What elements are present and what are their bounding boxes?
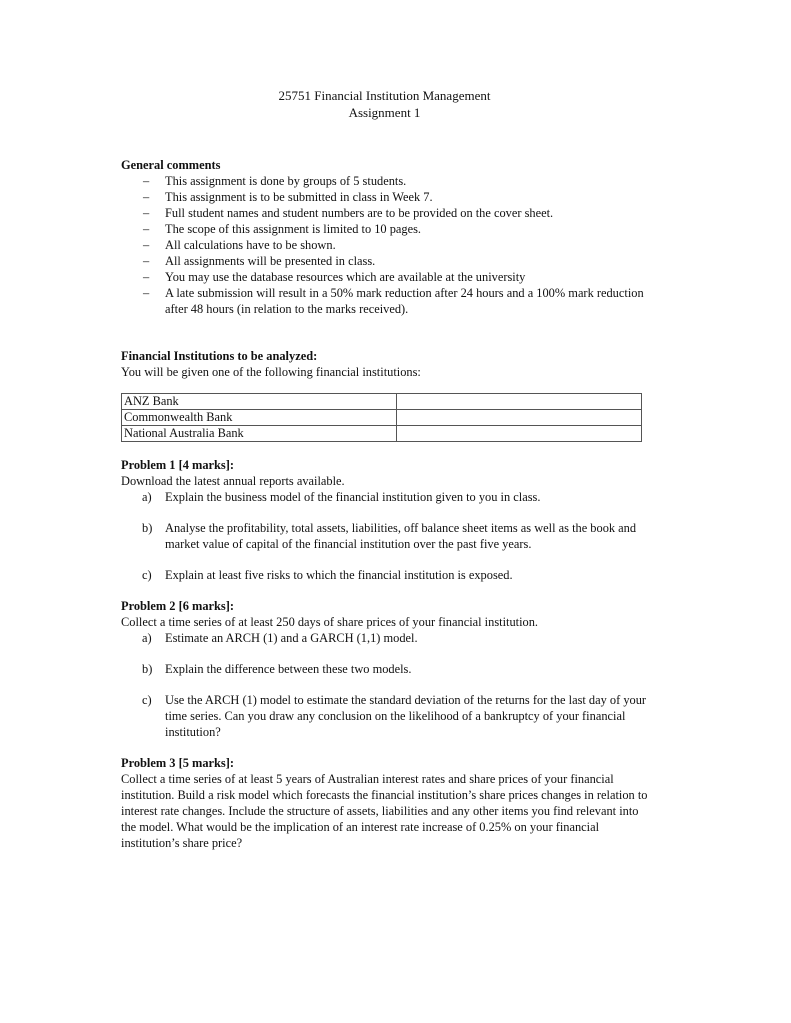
list-item bbox=[121, 567, 651, 583]
item-text: Estimate an ARCH (1) and a GARCH (1,1) model. bbox=[165, 631, 418, 645]
list-item: – The scope of this assignment is limited to 10 pages. bbox=[121, 221, 651, 237]
list-item bbox=[121, 520, 651, 552]
list-item bbox=[121, 661, 651, 677]
list-item: – This assignment is to be submitted in class in Week 7. bbox=[121, 189, 651, 205]
item-label: b) bbox=[142, 521, 153, 535]
problem-3-body: Collect a time series of at least 5 years of Australian interest rates and share prices of your financial institution. Build a risk model which forecasts the financial institution’s share prices changes in relation to interest rate changes. Include the structure of assets, liabilities and any other items you find relevant into the model. What would be the implication of an interest rate increase of 0.25% on your financial institution’s share price? bbox=[121, 772, 648, 850]
item-label: a) bbox=[142, 490, 152, 504]
table-row bbox=[122, 394, 642, 410]
problem-3-section bbox=[121, 755, 651, 851]
problem-3-heading: Problem 3 [5 marks]: bbox=[121, 756, 234, 770]
item-text: Explain the business model of the financial institution given to you in class. bbox=[165, 490, 541, 504]
item-text: Analyse the profitability, total assets, liabilities, off balance sheet items as well as the book and market value of capital of the financial institution over the past five years. bbox=[165, 521, 637, 551]
item-label: b) bbox=[142, 662, 153, 676]
list-item: – You may use the database resources which are available at the university bbox=[121, 269, 651, 285]
institutions-intro: You will be given one of the following financial institutions: bbox=[121, 365, 421, 379]
list-item bbox=[121, 630, 651, 646]
general-comments-section bbox=[121, 157, 651, 317]
table-cell bbox=[397, 410, 642, 426]
problem-2-intro: Collect a time series of at least 250 days of share prices of your financial institution. bbox=[121, 615, 539, 629]
list-item: – A late submission will result in a 50% mark reduction after 24 hours and a 100% mark reduction after 48 hours (in relation to the marks received). bbox=[121, 285, 651, 317]
institutions-table bbox=[121, 393, 642, 442]
table-cell: ANZ Bank bbox=[122, 394, 397, 410]
table-cell bbox=[397, 394, 642, 410]
item-text: Use the ARCH (1) model to estimate the standard deviation of the returns for the last day of your time series. Can you draw any conclusion on the likelihood of a bankruptcy of your financial institution? bbox=[165, 693, 647, 739]
course-title: 25751 Financial Institution Management bbox=[278, 88, 491, 103]
general-comments-heading: General comments bbox=[121, 158, 221, 172]
problem-2-section bbox=[121, 598, 651, 740]
document-page bbox=[121, 87, 651, 851]
table-cell bbox=[397, 426, 642, 442]
institutions-section bbox=[121, 348, 651, 442]
item-label: a) bbox=[142, 631, 152, 645]
table-cell: Commonwealth Bank bbox=[122, 410, 397, 426]
list-item: – This assignment is done by groups of 5 students. bbox=[121, 173, 651, 189]
problem-1-section bbox=[121, 457, 651, 583]
list-item: – All calculations have to be shown. bbox=[121, 237, 651, 253]
list-item bbox=[121, 489, 651, 505]
institutions-heading: Financial Institutions to be analyzed: bbox=[121, 349, 318, 363]
problem-1-heading: Problem 1 [4 marks]: bbox=[121, 458, 234, 472]
table-cell: National Australia Bank bbox=[122, 426, 397, 442]
table-row bbox=[122, 410, 642, 426]
problem-1-list bbox=[121, 489, 651, 583]
item-text: Explain the difference between these two models. bbox=[165, 662, 412, 676]
list-item: – Full student names and student numbers are to be provided on the cover sheet. bbox=[121, 205, 651, 221]
problem-2-list bbox=[121, 630, 651, 740]
problem-2-heading: Problem 2 [6 marks]: bbox=[121, 599, 234, 613]
item-label: c) bbox=[142, 693, 152, 707]
list-item: – All assignments will be presented in class. bbox=[121, 253, 651, 269]
list-item bbox=[121, 692, 651, 740]
problem-1-intro: Download the latest annual reports available. bbox=[121, 474, 345, 488]
assignment-title: Assignment 1 bbox=[348, 105, 421, 120]
document-title bbox=[118, 87, 651, 121]
item-text: Explain at least five risks to which the financial institution is exposed. bbox=[165, 568, 513, 582]
table-row bbox=[122, 426, 642, 442]
item-label: c) bbox=[142, 568, 152, 582]
general-comments-list bbox=[121, 173, 651, 317]
